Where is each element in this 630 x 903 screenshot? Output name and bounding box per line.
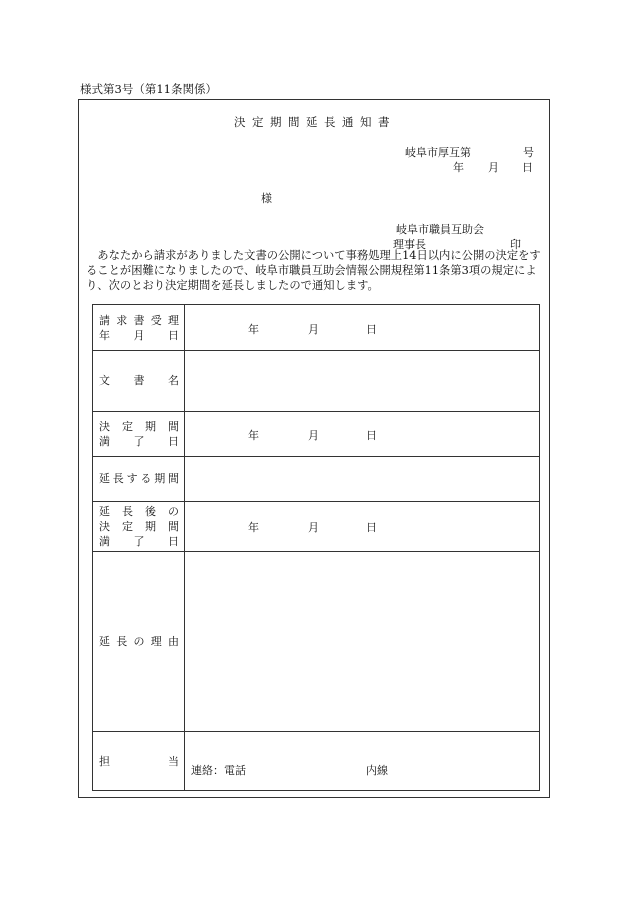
label-char: 書 xyxy=(133,374,145,387)
deadline-row-day: 日 xyxy=(366,429,377,442)
issue-date-day: 日 xyxy=(522,161,533,174)
label-char: 期 xyxy=(145,520,156,533)
label-char: 了 xyxy=(133,435,145,448)
label-line xyxy=(99,534,179,549)
document-title: 決定期間延長通知書 xyxy=(234,115,396,129)
label-line xyxy=(99,754,179,769)
table-row-divider xyxy=(93,350,539,351)
label-char: 書 xyxy=(133,314,145,327)
issuer-organization: 岐阜市職員互助会 xyxy=(396,223,484,236)
label-char: 請 xyxy=(99,314,110,327)
reason-row-label xyxy=(99,634,179,649)
label-char: 延 xyxy=(99,635,110,648)
received-date-row-day: 日 xyxy=(366,323,377,336)
label-char: 長 xyxy=(116,635,128,648)
label-char: 由 xyxy=(168,635,179,648)
document-number-prefix: 岐阜市厚互第 xyxy=(405,146,471,159)
label-char: 月 xyxy=(133,329,145,342)
form-number: 様式第3号（第11条関係） xyxy=(80,82,217,96)
table-row-divider xyxy=(93,411,539,412)
label-char: 受 xyxy=(150,314,162,327)
label-line xyxy=(99,328,179,343)
new-deadline-row-year: 年 xyxy=(248,521,259,534)
label-line xyxy=(99,634,179,649)
label-line xyxy=(99,373,179,388)
label-char: 定 xyxy=(122,420,133,433)
extension-period-row-label xyxy=(99,471,179,486)
received-date-row-label xyxy=(99,313,179,343)
new-deadline-row-day: 日 xyxy=(366,521,377,534)
table-row-divider xyxy=(93,551,539,552)
label-char: 延 xyxy=(99,472,110,485)
label-char: 了 xyxy=(133,535,145,548)
table-column-divider xyxy=(184,305,185,790)
label-line xyxy=(99,419,179,434)
label-char: の xyxy=(133,635,145,648)
info-table xyxy=(92,304,540,791)
label-char: 長 xyxy=(112,472,124,485)
document-number-suffix: 号 xyxy=(523,146,534,159)
label-char: 文 xyxy=(99,374,110,387)
seal-mark: 印 xyxy=(510,238,521,251)
received-date-row-year: 年 xyxy=(248,323,259,336)
label-char: 期 xyxy=(145,420,156,433)
new-deadline-row-label xyxy=(99,504,179,549)
label-char: 当 xyxy=(168,755,179,768)
label-char: 間 xyxy=(167,472,179,485)
label-char: 年 xyxy=(99,329,110,342)
label-char: 日 xyxy=(168,329,179,342)
label-line xyxy=(99,471,179,486)
label-char: 日 xyxy=(168,535,179,548)
label-char: 担 xyxy=(99,755,110,768)
label-char: 間 xyxy=(168,520,179,533)
label-line xyxy=(99,519,179,534)
contact-phone-label: 連絡：電話 xyxy=(191,764,246,777)
notice-body-text: あなたから請求がありました文書の公開について事務処理上14日以内に公開の決定をすることが困難になりましたので、岐阜市職員互助会情報公開規程第11条第3項の規定により、次のとおり決定期間を延長しましたので通知します。 xyxy=(86,249,541,292)
label-line xyxy=(99,434,179,449)
label-char: の xyxy=(168,505,179,518)
label-char: 後 xyxy=(145,505,156,518)
label-char: 延 xyxy=(99,505,110,518)
new-deadline-row-month: 月 xyxy=(308,521,319,534)
document-name-row-label xyxy=(99,373,179,388)
issue-date-month: 月 xyxy=(488,161,499,174)
label-char: 長 xyxy=(122,505,133,518)
issue-date-year: 年 xyxy=(453,161,464,174)
notice-frame xyxy=(78,99,550,798)
deadline-row-year: 年 xyxy=(248,429,259,442)
label-char: 求 xyxy=(116,314,128,327)
label-char: 理 xyxy=(150,635,162,648)
table-row-divider xyxy=(93,501,539,502)
table-row-divider xyxy=(93,456,539,457)
label-char: 間 xyxy=(168,420,179,433)
label-char: る xyxy=(140,472,152,485)
label-char: 決 xyxy=(99,420,110,433)
addressee-honorific: 様 xyxy=(261,192,272,205)
issuer-title: 理事長 xyxy=(393,238,426,251)
label-char: 定 xyxy=(122,520,133,533)
received-date-row-month: 月 xyxy=(308,323,319,336)
deadline-row-label xyxy=(99,419,179,449)
label-char: す xyxy=(126,472,138,485)
label-char: 日 xyxy=(168,435,179,448)
label-line xyxy=(99,504,179,519)
label-line xyxy=(99,313,179,328)
contact-row-label xyxy=(99,754,179,769)
deadline-row-month: 月 xyxy=(308,429,319,442)
label-char: 名 xyxy=(168,374,179,387)
label-char: 理 xyxy=(168,314,179,327)
table-row-divider xyxy=(93,731,539,732)
label-char: 満 xyxy=(99,435,110,448)
label-char: 満 xyxy=(99,535,110,548)
label-char: 決 xyxy=(99,520,110,533)
contact-extension-label: 内線 xyxy=(366,764,388,777)
label-char: 期 xyxy=(154,472,166,485)
